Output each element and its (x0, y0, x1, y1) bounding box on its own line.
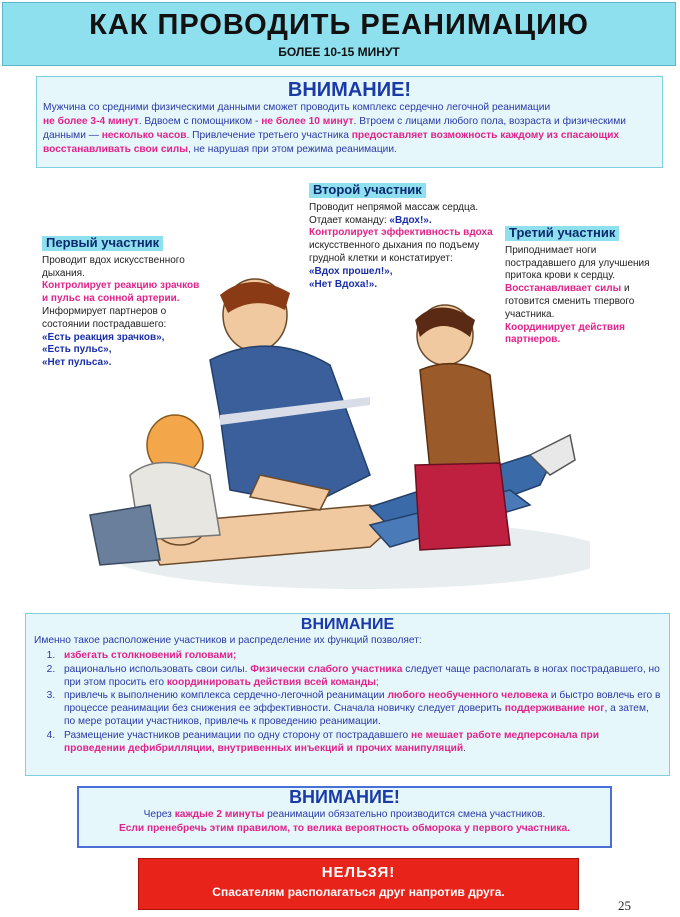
text-span: рационально использовать свои силы. (64, 663, 251, 675)
text-span: Контролирует эффективность вдоха (309, 227, 493, 239)
participant-3-text (505, 245, 655, 347)
attention-box-middle (25, 613, 670, 776)
list-item (58, 649, 661, 662)
text-span: Проводит непрямой массаж сердца. (309, 201, 479, 213)
text-span: реанимации обязательно производится смена участников. (264, 809, 546, 820)
text-span: поддерживание ног (504, 703, 605, 715)
forbidden-text: Спасателям располагаться друг напротив друга. (212, 885, 505, 899)
text-span: избегать столкновений головами; (64, 650, 237, 662)
text-span: Информирует партнеров о состоянии пострадавшего: (42, 305, 167, 330)
text-span: . Вдвоем с помощником - (138, 116, 262, 127)
text-span: каждые 2 минуты (174, 809, 265, 820)
text-span: , а затем, по мере ротации участников, привлечь к проведению реанимации. (64, 703, 649, 728)
text-span: любого необученного человека (387, 690, 549, 702)
text-span: и готовится сменить тпервого участника. (505, 283, 635, 320)
participant-2-title: Второй участник (309, 183, 426, 198)
text-span: Мужчина со средними физическими данными сможет проводить комплекс сердечно легочной реанимации (43, 102, 551, 113)
text-span: Проводит вдох искусственного дыхания. (42, 254, 185, 279)
text-span: Восстанавливает силы (505, 283, 622, 295)
attention-intro: Именно такое расположение участников и распределение их функций позволяет: (34, 635, 422, 647)
highlight-recover: предоставляет возможность каждому из спасающих восстанавливать свои силы (43, 130, 620, 155)
text-span: Приподнимает ноги пострадавшего для улучшения притока крови к сердцу. (505, 244, 650, 282)
participant-1-title: Первый участник (42, 236, 163, 251)
participant-2 (309, 183, 499, 291)
text-span: «Нет пульса». (42, 357, 112, 369)
attention-text (43, 101, 656, 157)
list-item (58, 663, 661, 689)
text-span: привлечь к выполнению комплекса сердечно-легочной реанимации (64, 690, 388, 702)
attention-heading: ВНИМАНИЕ! (287, 79, 412, 101)
text-span: «Вдох!». (389, 214, 432, 226)
text-span: следует чаще располагать в ногах пострадавшего, но при этом просить его (64, 663, 660, 688)
participant-1 (42, 236, 202, 370)
text-span: Через (143, 809, 175, 820)
text-span: координировать действия всей команды (166, 676, 376, 688)
attention-list (34, 649, 661, 755)
text-span: искусственного дыхания по подъему грудной клетки и констатирует: (309, 240, 480, 264)
participant-1-text (42, 255, 202, 370)
text-span: Координирует действия партнеров. (505, 321, 626, 346)
highlight-hours: несколько часов (101, 130, 187, 141)
text-span: . Привлечение третьего участника (186, 130, 352, 141)
highlight-10-min: не более 10 минут (261, 116, 354, 127)
text-span: «Есть реакция зрачков», (42, 331, 165, 343)
text-span: Отдает команду: (309, 214, 390, 226)
attention-text (79, 808, 610, 822)
page-subtitle: БОЛЕЕ 10-15 МИНУТ (278, 45, 400, 59)
text-span: . (463, 742, 466, 754)
forbidden-heading: НЕЛЬЗЯ! (321, 864, 396, 881)
attention-box-top (36, 76, 663, 168)
attention-heading: ВНИМАНИЕ! (289, 787, 400, 807)
text-span: «Есть пульс», (42, 344, 112, 356)
page-title: КАК ПРОВОДИТЬ РЕАНИМАЦИЮ (89, 9, 589, 41)
participant-2-text (309, 202, 499, 292)
attention-box-bottom (77, 786, 612, 848)
list-item (58, 689, 661, 729)
text-span: и быстро вовлечь его в процессе реанимации без снижения ее эффективности. Сначала новичку следует доверить (64, 690, 661, 715)
text-span: Физически слабого участника (250, 663, 403, 675)
attention-warning: Если пренебречь этим правилом, то велика вероятность обморока у первого участника. (118, 823, 571, 834)
attention-heading: ВНИМАНИЕ (300, 616, 395, 633)
text-span: не мешает работе медперсонала при проведении дефибрилляции, внутривенных инъекций и прочих манипуляций (64, 729, 599, 754)
text-span: «Нет Вдоха!». (309, 278, 378, 290)
page-number: 25 (618, 898, 631, 913)
participant-3-title: Третий участник (505, 226, 619, 241)
page-header (2, 2, 676, 66)
text-span: «Вдох прошел!», (309, 265, 393, 277)
text-span: Размещение участников реанимации по одну сторону от пострадавшего (64, 729, 411, 741)
participant-3 (505, 226, 655, 347)
text-span: . Втроем с лицами любого пола, возраста и физическими данными — (43, 116, 626, 141)
text-span: , не нарушая при этом режима реанимации. (187, 144, 397, 155)
list-item (58, 729, 661, 755)
text-span: Контролирует реакцию зрачков и пульс на сонной артерии. (42, 280, 200, 305)
forbidden-box (138, 858, 579, 910)
highlight-3-4-min: не более 3-4 минут (43, 116, 139, 127)
text-span: ; (375, 676, 379, 688)
